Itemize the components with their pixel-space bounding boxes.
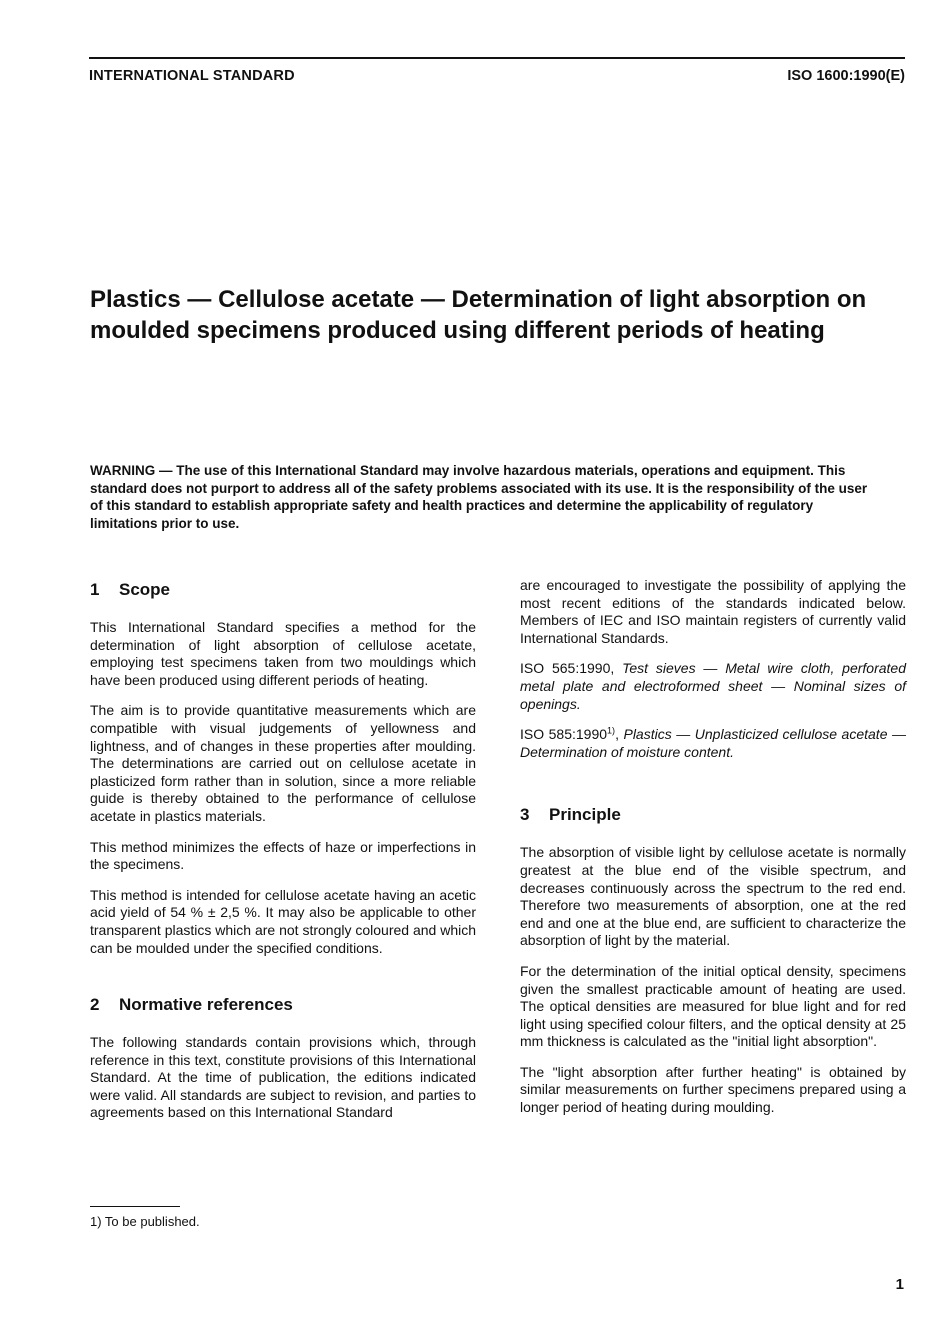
section-title: Principle <box>549 805 621 825</box>
footnote-rule <box>90 1206 180 1207</box>
warning-notice: WARNING — The use of this International Standard may involve hazardous materials, operations and equipment. This standard does not purport to address all of the safety problems associated with its use. It is the responsibility of the user of this standard to establish appropriate safety and health practices and determine the applicability of regulatory limitations prior to use. <box>90 463 868 531</box>
footnote-marker: 1) <box>607 725 616 736</box>
standard-number: ISO 1600:1990(E) <box>787 68 905 84</box>
reference-code-suffix: , <box>615 726 619 743</box>
normative-paragraph: The following standards contain provisions which, through reference in this text, constitute provisions of this International Standard. At the time of publication, the editions indicated were valid. All standards are subject to revision, and parties to agreements based on this International Standard <box>90 1034 476 1121</box>
principle-paragraph: For the determination of the initial optical density, specimens given the smallest practicable amount of heating are used. The optical densities are measured for blue light and for red light using specified colour filters, and the optical density at 25 mm thickness is calculated as the "initial light absorption". <box>520 962 906 1050</box>
section-heading-normative-references <box>90 994 476 1016</box>
reference-code: ISO 585:1990 <box>520 726 608 743</box>
document-title: Plastics — Cellulose acetate — Determination of light absorption on moulded specimens produced using different periods of heating <box>90 286 867 344</box>
reference-entry <box>520 726 906 761</box>
section-heading-principle <box>520 804 906 826</box>
scope-paragraph: This method minimizes the effects of haze or imperfections in the specimens. <box>90 838 476 873</box>
reference-entry <box>520 660 906 713</box>
principle-paragraph: The absorption of visible light by cellulose acetate is normally greatest at the blue end of the visible spectrum, and decreases continuously across the spectrum to the red end. Therefore two measurements of absorption, one at the red end and one at the blue end, are sufficient to characterize the absorption of light by the material. <box>520 844 906 949</box>
section-title: Normative references <box>119 995 293 1015</box>
footnote: 1) To be published. <box>90 1214 200 1229</box>
principle-paragraph: The "light absorption after further heating" is obtained by similar measurements on further specimens prepared using a longer period of heating during moulding. <box>520 1063 906 1116</box>
reference-code: ISO 565:1990, <box>520 660 615 677</box>
reference-title: Plastics — Unplasticized cellulose acetate — Determination of moisture content. <box>520 726 907 760</box>
reference-title: Test sieves — Metal wire cloth, perforated metal plate and electroformed sheet — Nominal sizes of openings. <box>520 660 906 712</box>
normative-paragraph-continued: are encouraged to investigate the possibility of applying the most recent editions of the standards indicated below. Members of IEC and ISO maintain registers of currently valid International Standards. <box>520 577 906 646</box>
section-title: Scope <box>119 580 171 599</box>
standard-type-label: INTERNATIONAL STANDARD <box>89 68 295 84</box>
section-number: 3 <box>520 805 530 825</box>
section-number: 1 <box>90 580 100 599</box>
section-heading-scope <box>90 579 476 601</box>
section-number: 2 <box>90 995 100 1015</box>
page-number: 1 <box>895 1276 904 1293</box>
right-column <box>520 577 906 1130</box>
scope-paragraph: The aim is to provide quantitative measurements which are compatible with visual judgements of yellowness and lightness, and of changes in these properties after moulding. The determinations are carried out on cellulose acetate in plasticized form rather than in solution, since a more reliable guide is thereby obtained to the performance of cellulose acetate in plastics materials. <box>90 702 476 824</box>
header-rule <box>89 57 905 59</box>
scope-paragraph: This International Standard specifies a method for the determination of light absorption of cellulose acetate, employing test specimens taken from two mouldings which have been produced using different periods of heating. <box>90 619 476 688</box>
left-column <box>90 577 476 1135</box>
scope-paragraph: This method is intended for cellulose acetate having an acetic acid yield of 54 % ± 2,5 %. It may also be applicable to other transparent plastics which are not strongly coloured and which can be moulded under the specified conditions. <box>90 886 476 956</box>
